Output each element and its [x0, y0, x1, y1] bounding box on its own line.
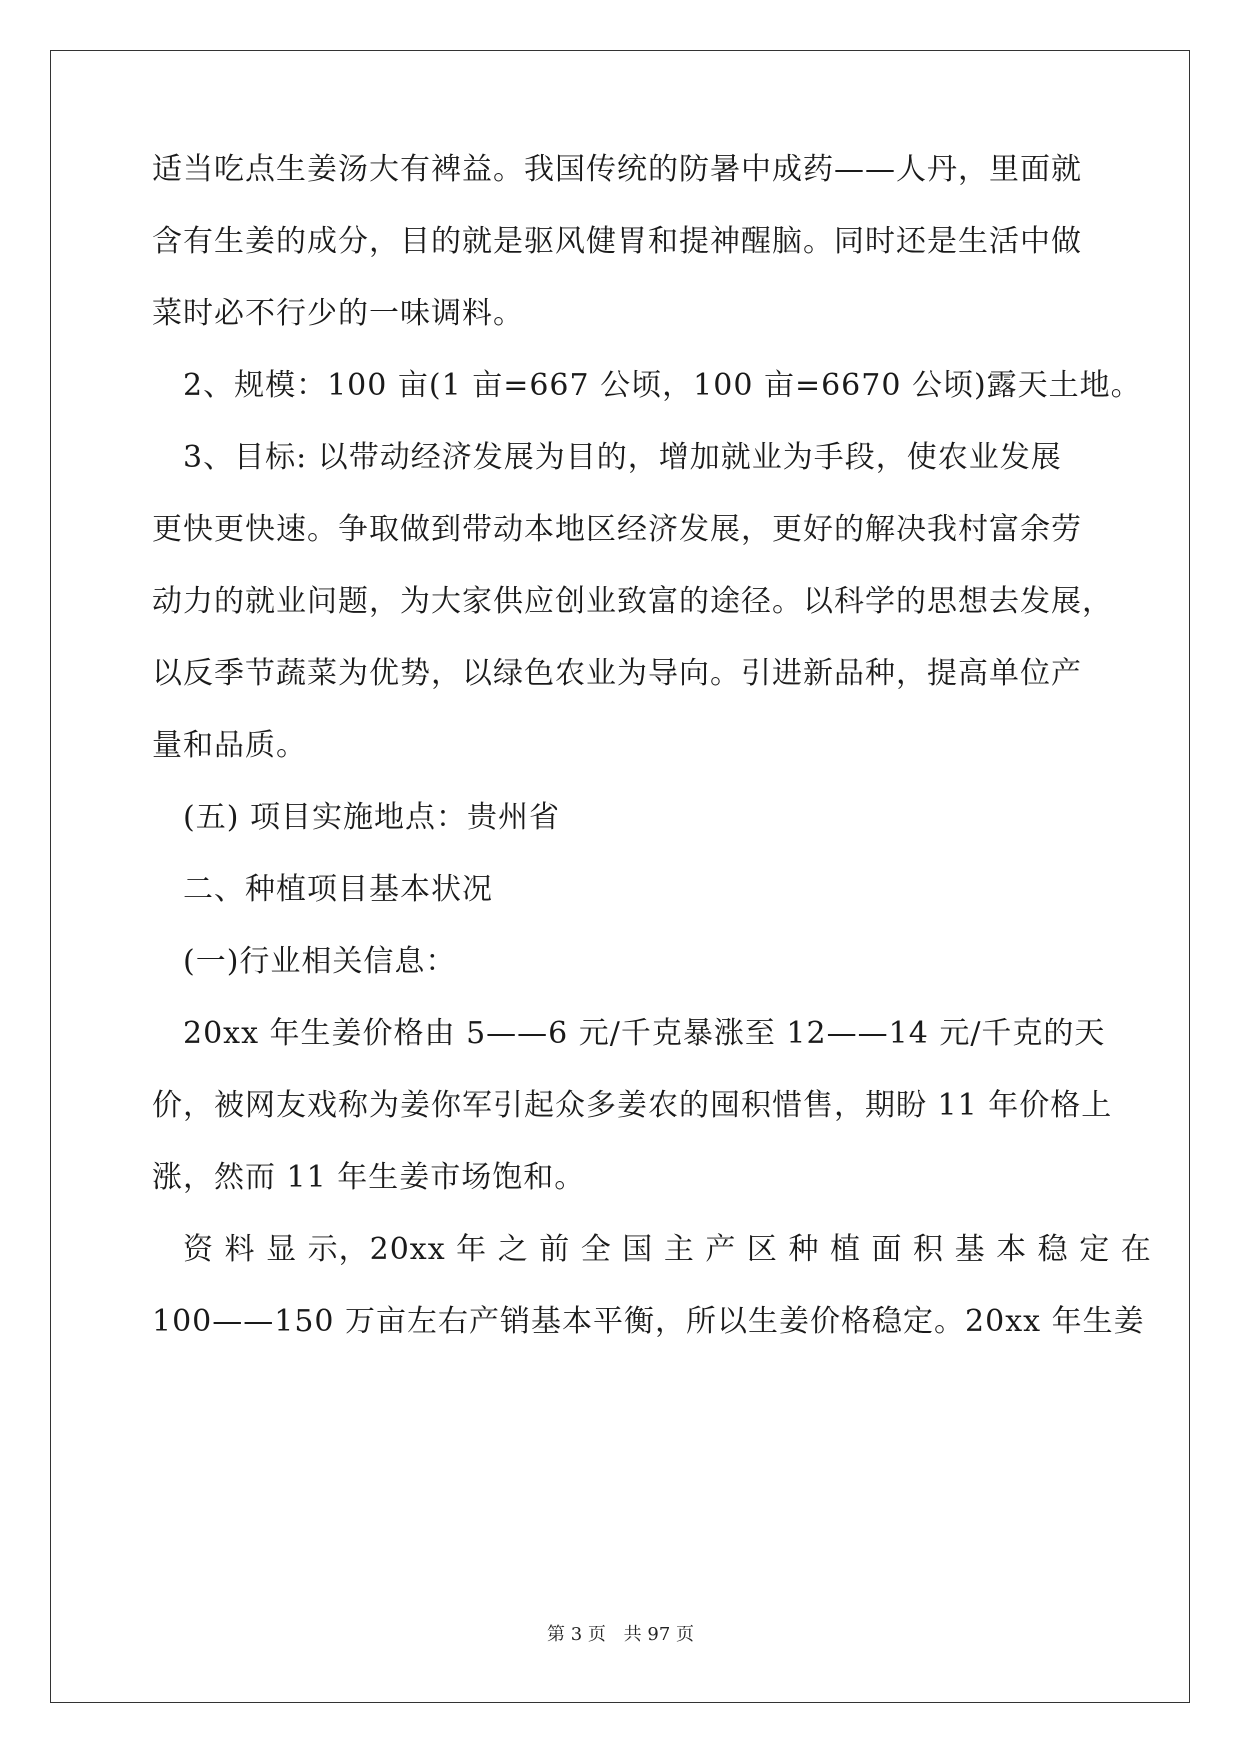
section-heading: 二、种植项目基本状况: [152, 872, 493, 907]
text-line: 含有生姜的成分，目的就是驱风健胃和提神醒脑。同时还是生活中做: [152, 224, 1082, 259]
text-line: 菜时必不行少的一味调料。: [152, 296, 524, 331]
page-total: 共 97 页: [623, 1624, 694, 1645]
text-line: 动力的就业问题，为大家供应创业致富的途径。以科学的思想去发展，: [152, 584, 1113, 619]
text-line: 适当吃点生姜汤大有裨益。我国传统的防暑中成药——人丹，里面就: [152, 152, 1082, 187]
text-line: 2、规模：100 亩(1 亩=667 公顷，100 亩=6670 公顷)露天土地。: [152, 368, 1142, 403]
page-number: 第 3 页: [547, 1624, 606, 1645]
text-line: 价，被网友戏称为姜你军引起众多姜农的囤积惜售，期盼 11 年价格上: [152, 1088, 1113, 1123]
text-line: 涨，然而 11 年生姜市场饱和。: [152, 1160, 586, 1195]
page-footer: [0, 1620, 1241, 1646]
section-heading: (一)行业相关信息：: [152, 944, 457, 979]
text-line: 20xx 年生姜价格由 5——6 元/千克暴涨至 12——14 元/千克的天: [152, 1016, 1106, 1051]
text-line: 资 料 显 示，20xx 年 之 前 全 国 主 产 区 种 植 面 积 基 本 稳 定 在: [152, 1232, 1152, 1267]
text-line: 3、目标: 以带动经济发展为目的，增加就业为手段，使农业发展: [152, 440, 1062, 475]
text-line: 100——150 万亩左右产销基本平衡，所以生姜价格稳定。20xx 年生姜: [152, 1304, 1145, 1339]
section-heading: (五) 项目实施地点：贵州省: [152, 800, 560, 835]
text-line: 量和品质。: [152, 728, 307, 763]
text-line: 更快更快速。争取做到带动本地区经济发展，更好的解决我村富余劳: [152, 512, 1082, 547]
text-line: 以反季节蔬菜为优势，以绿色农业为导向。引进新品种，提高单位产: [152, 656, 1082, 691]
